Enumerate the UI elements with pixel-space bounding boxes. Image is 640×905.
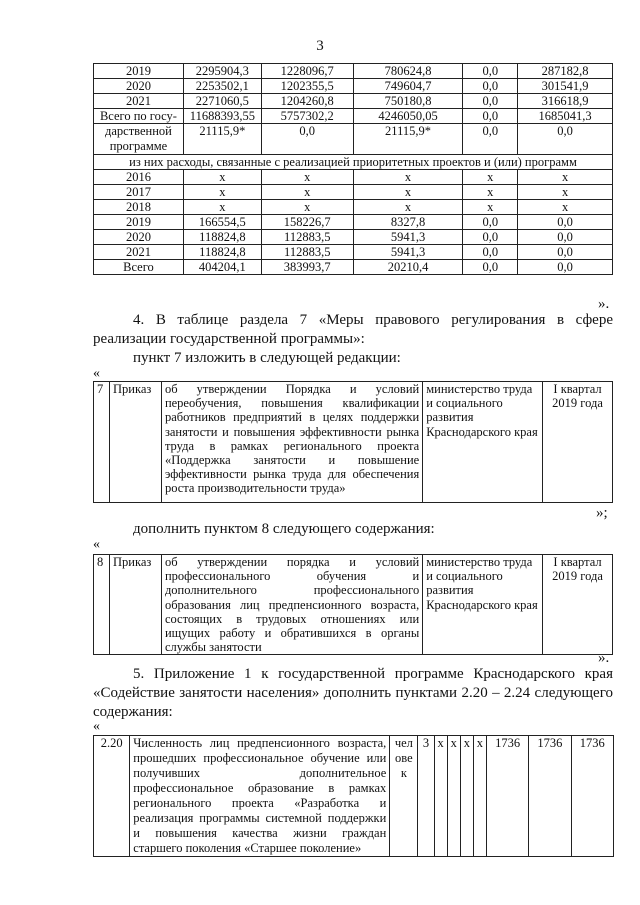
- table-row: [94, 736, 614, 857]
- table-cell: 301541,9: [518, 79, 613, 94]
- table-cell: х: [353, 200, 463, 215]
- table-cell: х: [518, 185, 613, 200]
- table-cell: х: [261, 170, 353, 185]
- table-cell: 1228096,7: [261, 64, 353, 79]
- indicator-x: х: [447, 736, 460, 857]
- indicator-table: [93, 735, 614, 857]
- table-cell: 0,0: [261, 124, 353, 155]
- row-label: 2018: [94, 200, 184, 215]
- table-cell: х: [463, 200, 518, 215]
- table-row: [94, 260, 613, 275]
- table-cell: 0,0: [518, 260, 613, 275]
- open-quote-3: «: [93, 719, 100, 734]
- table-cell: 404204,1: [183, 260, 261, 275]
- table-cell: 749604,7: [353, 79, 463, 94]
- indicator-desc: Численность лиц предпенсионного возраста, прошедших профессиональное обучение или получивших дополнительное профессиональное образование в рамках регионального проекта «Разработка и реализация программы системной поддержки и повышения качества жизни граждан старшего поколения «Старшее поколение»: [130, 736, 390, 857]
- table-cell: 383993,7: [261, 260, 353, 275]
- table-cell: х: [353, 170, 463, 185]
- table-cell: 21115,9*: [183, 124, 261, 155]
- indicator-x: х: [434, 736, 447, 857]
- table-row: [94, 94, 613, 109]
- table-cell: 0,0: [518, 230, 613, 245]
- table-cell: 2295904,3: [183, 64, 261, 79]
- table-cell: х: [261, 185, 353, 200]
- measure-org: министерство труда и социального развития Краснодарского края: [423, 555, 543, 655]
- table-row: [94, 170, 613, 185]
- open-quote-1: «: [93, 366, 100, 381]
- span-text: из них расходы, связанные с реализацией приоритетных проектов и (или) программ: [94, 155, 613, 170]
- indicator-x: х: [473, 736, 486, 857]
- table-cell: х: [183, 200, 261, 215]
- table-cell: 21115,9*: [353, 124, 463, 155]
- table-cell: х: [183, 185, 261, 200]
- table-cell: 2271060,5: [183, 94, 261, 109]
- para-add-8: дополнить пунктом 8 следующего содержания:: [133, 521, 435, 537]
- table-cell: х: [518, 170, 613, 185]
- table-cell: 20210,4: [353, 260, 463, 275]
- para5-line2: «Содействие занятости населения» дополнить пунктами 2.20 – 2.24 следующего: [93, 685, 613, 701]
- table-cell: 5941,3: [353, 230, 463, 245]
- total-label-3: программе: [109, 139, 168, 153]
- para5-line3: содержания:: [93, 704, 173, 720]
- measure-num: 7: [94, 382, 110, 503]
- table-cell: 166554,5: [183, 215, 261, 230]
- table-cell: 287182,8: [518, 64, 613, 79]
- table-cell: 0,0: [463, 79, 518, 94]
- measure-type: Приказ: [109, 382, 161, 503]
- total-label-1: Всего по госу-: [94, 109, 184, 124]
- table-cell: 0,0: [463, 94, 518, 109]
- table-cell: х: [261, 200, 353, 215]
- table-cell: 0,0: [463, 64, 518, 79]
- table-cell: 2253502,1: [183, 79, 261, 94]
- table-cell: х: [518, 200, 613, 215]
- table-cell: 316618,9: [518, 94, 613, 109]
- measure-8-table: [93, 554, 613, 655]
- table-row: [94, 185, 613, 200]
- table-row: [94, 109, 613, 124]
- finance-table: [93, 63, 613, 275]
- close-quote-1: ».: [598, 296, 610, 312]
- table-cell: 158226,7: [261, 215, 353, 230]
- table-cell: 112883,5: [261, 230, 353, 245]
- indicator-status: 3: [418, 736, 434, 857]
- table-row: [94, 555, 613, 655]
- table-cell: х: [463, 170, 518, 185]
- para5-line1: 5. Приложение 1 к государственной программе Краснодарского края: [133, 666, 613, 682]
- table-row: [94, 382, 613, 503]
- table-cell: 0,0: [518, 215, 613, 230]
- measure-desc: об утверждении Порядка и условий переобучения, повышения квалификации работников предприятий в целях поддержки занятости и повышения эффективности рынка труда в рамках регионального проекта «Поддержка занятости и повышение эффективности рынка труда для обеспечения роста производительности труда»: [161, 382, 422, 503]
- row-label: 2020: [94, 79, 184, 94]
- table-cell: 4246050,05: [353, 109, 463, 124]
- table-cell: 0,0: [463, 245, 518, 260]
- table-cell: 0,0: [463, 109, 518, 124]
- page-number: 3: [316, 38, 324, 54]
- table-cell: х: [183, 170, 261, 185]
- table-cell: 112883,5: [261, 245, 353, 260]
- table-cell: 0,0: [463, 230, 518, 245]
- table-row: [94, 64, 613, 79]
- table-cell: 118824,8: [183, 230, 261, 245]
- total-label-2: дарственной: [105, 124, 172, 138]
- table-cell: 0,0: [463, 260, 518, 275]
- table-row: [94, 215, 613, 230]
- table-row: [94, 200, 613, 215]
- table-cell: 11688393,55: [183, 109, 261, 124]
- table-cell: 5941,3: [353, 245, 463, 260]
- measure-7-table: [93, 381, 613, 503]
- measure-term: I квартал 2019 года: [543, 382, 613, 503]
- row-label: 2016: [94, 170, 184, 185]
- table-row: [94, 230, 613, 245]
- measure-desc: об утверждении порядка и условий профессионального обучения и дополнительного профессионального образования лиц предпенсионного возраста, состоящих в трудовых отношениях или ищущих работу и обратившихся в органы службы занятости: [161, 555, 422, 655]
- table-cell: х: [463, 185, 518, 200]
- measure-org: министерство труда и социального развития Краснодарского края: [423, 382, 543, 503]
- table-cell: 750180,8: [353, 94, 463, 109]
- para4-line3: пункт 7 изложить в следующей редакции:: [133, 350, 401, 366]
- table-row: [94, 124, 613, 155]
- para4-line1: 4. В таблице раздела 7 «Меры правового регулирования в сфере: [133, 312, 613, 328]
- indicator-value: 1736: [571, 736, 613, 857]
- row-label: 2021: [94, 245, 184, 260]
- table-cell: 5757302,2: [261, 109, 353, 124]
- measure-num: 8: [94, 555, 110, 655]
- indicator-num: 2.20: [94, 736, 130, 857]
- table-cell: 118824,8: [183, 245, 261, 260]
- close-quote-3: ».: [598, 650, 610, 666]
- row-label: 2019: [94, 215, 184, 230]
- table-cell: 1685041,3: [518, 109, 613, 124]
- indicator-unit: человек: [390, 736, 418, 857]
- row-label: 2019: [94, 64, 184, 79]
- table-cell: 1204260,8: [261, 94, 353, 109]
- table-cell: х: [353, 185, 463, 200]
- row-label: Всего: [94, 260, 184, 275]
- row-label: 2017: [94, 185, 184, 200]
- table-cell: 0,0: [463, 124, 518, 155]
- table-cell: 8327,8: [353, 215, 463, 230]
- indicator-value: 1736: [529, 736, 571, 857]
- close-quote-2: »;: [596, 505, 608, 521]
- table-row: [94, 79, 613, 94]
- measure-type: Приказ: [109, 555, 161, 655]
- row-label: 2021: [94, 94, 184, 109]
- indicator-x: х: [460, 736, 473, 857]
- table-cell: 0,0: [518, 124, 613, 155]
- indicator-value: 1736: [486, 736, 528, 857]
- para4-line2: реализации государственной программы»:: [93, 331, 365, 347]
- table-cell: 0,0: [463, 215, 518, 230]
- open-quote-2: «: [93, 537, 100, 552]
- table-cell: 1202355,5: [261, 79, 353, 94]
- table-cell: 780624,8: [353, 64, 463, 79]
- table-cell: 0,0: [518, 245, 613, 260]
- measure-term: I квартал 2019 года: [543, 555, 613, 655]
- span-row: [94, 155, 613, 170]
- table-row: [94, 245, 613, 260]
- row-label: 2020: [94, 230, 184, 245]
